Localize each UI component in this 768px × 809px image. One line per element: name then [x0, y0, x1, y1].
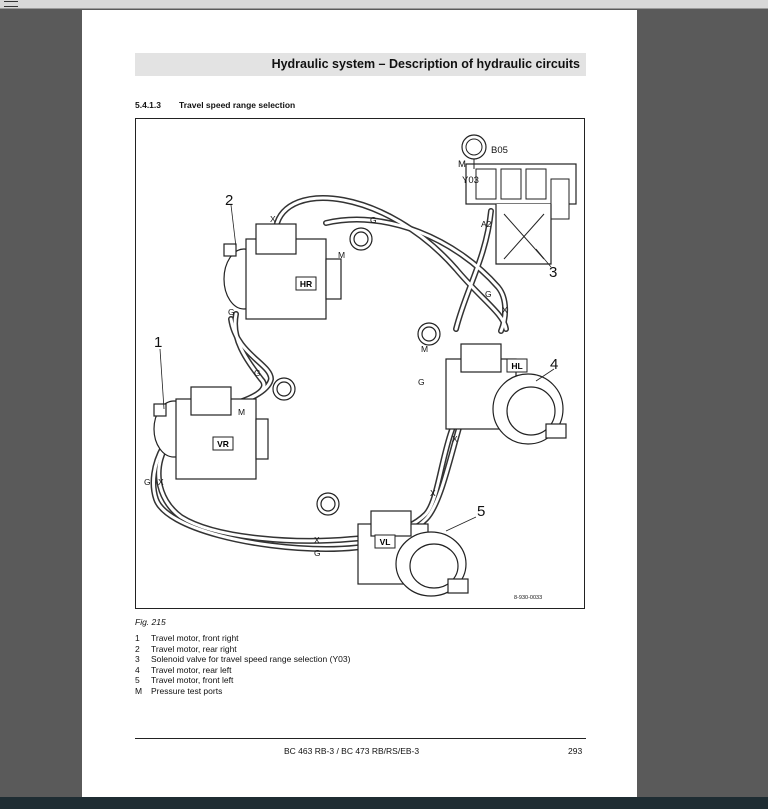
callout-1: 1: [154, 334, 163, 351]
port-g-vr-2: G: [144, 477, 151, 487]
figure-legend: [135, 633, 350, 696]
label-vl: VL: [379, 537, 391, 547]
header-title: Hydraulic system – Description of hydraulic circuits: [271, 57, 580, 71]
label-y03: Y03: [462, 175, 479, 186]
port-x-vl: X: [430, 488, 436, 498]
document-page: [82, 10, 637, 798]
callout-4: 4: [550, 356, 559, 373]
port-g-hr-2: G: [228, 307, 235, 317]
travel-motor-rear-right: [224, 224, 372, 319]
callout-2: 2: [225, 192, 234, 209]
port-g-hl: G: [485, 289, 492, 299]
port-x-vr: X: [158, 477, 164, 487]
port-x-vl-2: X: [314, 535, 320, 545]
figure-caption: Fig. 215: [135, 617, 166, 627]
section-heading: [135, 100, 295, 110]
port-g-hl-2: G: [418, 377, 425, 387]
legend-row: 2 Travel motor, rear right: [135, 643, 237, 654]
page-number: 293: [568, 746, 583, 756]
menu-icon[interactable]: [4, 1, 18, 7]
legend-row: 1 Travel motor, front right: [135, 633, 239, 643]
viewer-toolbar: [0, 0, 768, 9]
section-title: Travel speed range selection: [179, 100, 296, 110]
taskbar: [0, 797, 768, 809]
legend-row: 4 Travel motor, rear left: [135, 664, 232, 675]
label-b05: B05: [491, 145, 508, 156]
port-m-hr: M: [338, 250, 346, 260]
drawing-number: 8-930-0033: [514, 595, 543, 601]
hydraulic-diagram: [136, 119, 586, 610]
port-m-vr: M: [238, 407, 246, 417]
label-hr: HR: [299, 279, 313, 289]
legend-row: 5 Travel motor, front left: [135, 675, 234, 685]
port-m-hl: M: [421, 344, 429, 354]
travel-motor-rear-left: [418, 323, 566, 444]
port-x-hr: X: [270, 214, 276, 224]
page-header: [135, 53, 586, 76]
travel-motor-front-right: [154, 378, 295, 479]
footer-title: BC 463 RB-3 / BC 473 RB/RS/EB-3: [284, 746, 420, 756]
label-a2: A2: [481, 219, 492, 229]
footer-rule: [135, 738, 586, 739]
port-x-hl: X: [502, 305, 508, 315]
port-g-vr: G: [254, 368, 261, 378]
hydraulic-figure: [135, 118, 585, 609]
section-number: 5.4.1.3: [135, 100, 161, 110]
port-g-vl: G: [314, 548, 321, 558]
callout-5: 5: [477, 503, 486, 520]
port-g-hr: G: [370, 215, 377, 225]
label-m-valve: M: [458, 159, 466, 170]
legend-row: M Pressure test ports: [135, 685, 223, 696]
label-vr: VR: [217, 439, 229, 449]
label-hl: HL: [511, 361, 523, 371]
solenoid-valve-y03: [462, 135, 576, 264]
port-x-hl-2: X: [452, 434, 458, 444]
callout-3: 3: [549, 264, 558, 281]
legend-row: 3 Solenoid valve for travel speed range selection (Y03): [135, 654, 351, 664]
